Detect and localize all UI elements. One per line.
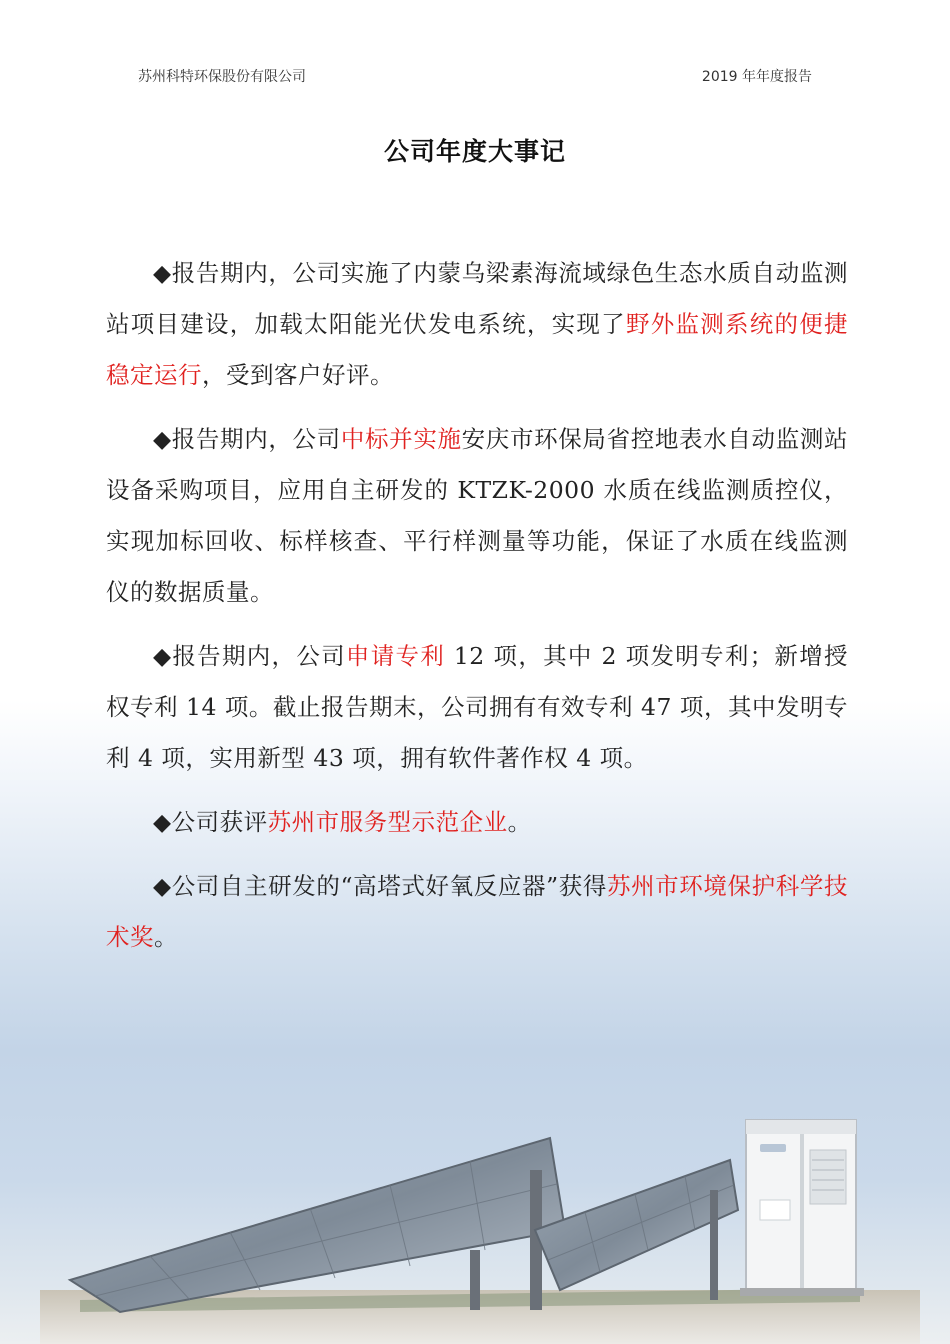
event-text: ◆公司获评 <box>153 808 268 836</box>
event-text: 安庆市环保局省控地表水自动监测站设备采购项目，应用自主研发的 KTZK-2000 水质在线监测质控仪，实现加标回收、标样核查、平行样测量等功能，保证了水质在线监测仪的数据质量。 <box>106 425 849 606</box>
event-text: 12 项，其中 2 项发明专利；新增授权专利 14 项。截止报告期末，公司拥有有效专利 47 项，其中发明专利 4 项，实用新型 43 项，拥有软件著作权 4 项。 <box>106 642 849 772</box>
event-paragraph <box>106 861 848 963</box>
page-title: 公司年度大事记 <box>383 137 566 166</box>
event-text: ◆报告期内，公司实施了内蒙乌梁素海流域绿色生态水质自动监测站项目建设，加载太阳能光伏发电系统，实现了 <box>106 259 848 338</box>
header-report-name: 2019 年年度报告 <box>701 69 812 85</box>
event-paragraph <box>106 797 848 848</box>
event-text: ◆报告期内，公司 <box>153 642 346 670</box>
event-highlight: 申请专利 <box>345 642 446 670</box>
event-highlight: 野外监测系统的便捷稳定运行 <box>106 310 849 389</box>
event-paragraph <box>106 414 848 618</box>
event-paragraph <box>106 631 848 784</box>
events-list <box>106 248 848 976</box>
solar-panel-right <box>535 1160 738 1300</box>
solar-panel-left <box>70 1138 565 1312</box>
event-text: ◆报告期内，公司 <box>153 425 341 453</box>
event-highlight: 苏州市环境保护科学技术奖 <box>106 872 849 951</box>
monitoring-cabinet <box>740 1120 864 1296</box>
page-header <box>138 66 812 86</box>
event-highlight: 苏州市服务型示范企业 <box>267 808 508 836</box>
event-text: ◆公司自主研发的“高塔式好氧反应器”获得 <box>153 872 607 900</box>
event-text: 。 <box>507 808 532 836</box>
event-text: 。 <box>154 923 178 951</box>
header-company-name: 苏州科特环保股份有限公司 <box>138 69 306 85</box>
event-paragraph <box>106 248 848 401</box>
solar-station-photo <box>40 1090 920 1344</box>
event-highlight: 中标并实施 <box>340 425 462 453</box>
event-text: ，受到客户好评。 <box>202 361 394 389</box>
